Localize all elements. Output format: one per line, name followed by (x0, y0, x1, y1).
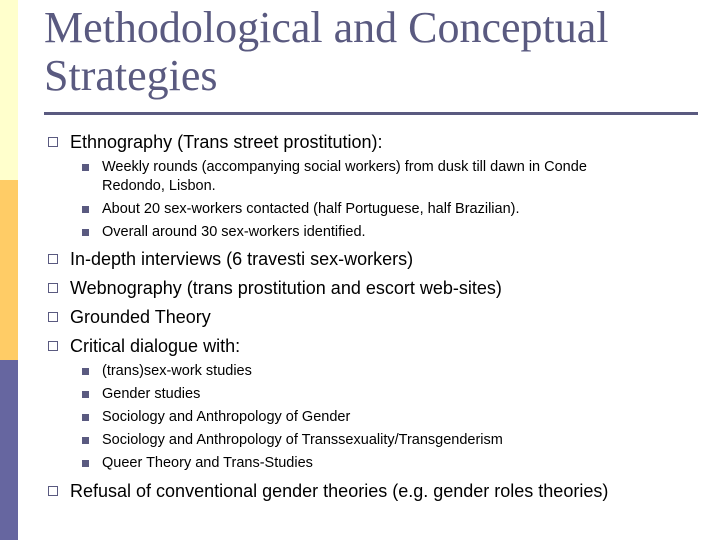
sub-bullet-text: About 20 sex-workers contacted (half Portuguese, half Brazilian). (102, 201, 520, 217)
hollow-square-bullet-icon (48, 486, 58, 496)
sub-bullet-text: Gender studies (102, 386, 201, 402)
hollow-square-bullet-icon (48, 137, 58, 147)
side-stripe-middle (0, 180, 18, 360)
bullet-text: In-depth interviews (6 travesti sex-workers) (70, 249, 414, 269)
hollow-square-bullet-icon (48, 283, 58, 293)
filled-square-bullet-icon (82, 229, 89, 236)
hollow-square-bullet-icon (48, 254, 58, 264)
side-stripe-bottom (0, 360, 18, 540)
filled-square-bullet-icon (82, 391, 89, 398)
bullet-text: Critical dialogue with: (70, 336, 241, 356)
bullet-text: Webnography (trans prostitution and escort web-sites) (70, 278, 502, 298)
filled-square-bullet-icon (82, 414, 89, 421)
sub-bullet-text: (trans)sex-work studies (102, 363, 252, 379)
filled-square-bullet-icon (82, 460, 89, 467)
filled-square-bullet-icon (82, 437, 89, 444)
sub-bullet-text: Queer Theory and Trans-Studies (102, 455, 313, 471)
side-stripe-top (0, 0, 18, 180)
sub-bullet-text: Sociology and Anthropology of Gender (102, 409, 351, 425)
title-line-1: Methodological and Conceptual (44, 3, 609, 52)
sub-bullet-text: Weekly rounds (accompanying social workers) from dusk till dawn in Conde (102, 159, 587, 175)
filled-square-bullet-icon (82, 206, 89, 213)
hollow-square-bullet-icon (48, 341, 58, 351)
bullet-text: Refusal of conventional gender theories (e.g. gender roles theories) (70, 481, 609, 501)
sub-bullet-text: Sociology and Anthropology of Transsexuality/Transgenderism (102, 432, 503, 448)
filled-square-bullet-icon (82, 368, 89, 375)
bullet-text: Ethnography (Trans street prostitution): (70, 132, 383, 152)
title-underline (44, 112, 698, 115)
sub-bullet-text: Overall around 30 sex-workers identified. (102, 224, 366, 240)
title-line-2: Strategies (44, 51, 218, 100)
sub-bullet-text-continuation: Redondo, Lisbon. (102, 178, 216, 194)
slide-title (44, 4, 684, 100)
hollow-square-bullet-icon (48, 312, 58, 322)
bullet-text: Grounded Theory (70, 307, 211, 327)
filled-square-bullet-icon (82, 164, 89, 171)
